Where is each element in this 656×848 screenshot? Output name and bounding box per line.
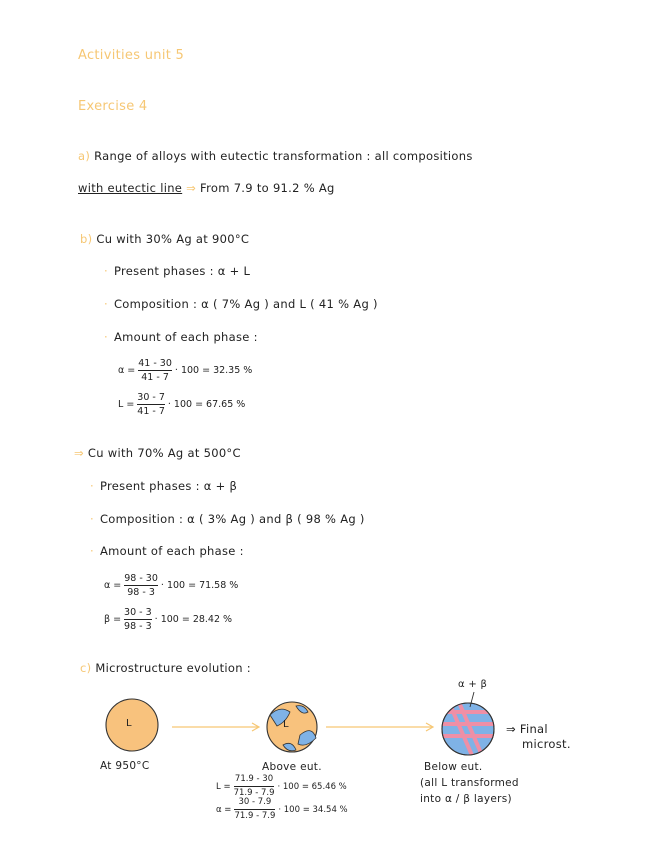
- part-d-heading: Microstructure evolution :: [95, 661, 251, 675]
- liquid-circle: [106, 699, 158, 751]
- part-b-eq-liquid: L = $\frac{30 - 7}{41 - 7}$ · 100 = 67.65 %: [118, 392, 246, 417]
- final-label: ⇒ Final: [506, 722, 548, 736]
- caption-3c: into α / β layers): [420, 793, 512, 805]
- part-c-amount: · Amount of each phase :: [90, 544, 244, 558]
- part-c-eq-alpha: α = $\frac{98 - 30}{98 - 3}$ · 100 = 71.58 %: [104, 573, 239, 598]
- part-a-range: From 7.9 to 91.2 % Ag: [200, 181, 335, 195]
- part-b-phases: · Present phases : α + L: [104, 264, 251, 278]
- part-b-eq-alpha: α = $\frac{41 - 30}{41 - 7}$ · 100 = 32.35 %: [118, 358, 253, 383]
- caption-2: Above eut.: [262, 761, 322, 773]
- part-c-eq-beta: β = $\frac{30 - 3}{98 - 3}$ · 100 = 28.42 %: [104, 607, 233, 632]
- circle2-label: L: [283, 719, 289, 730]
- part-c-composition: · Composition : α ( 3% Ag ) and β ( 98 % Ag ): [90, 512, 365, 526]
- part-a-marker: a): [78, 149, 91, 163]
- part-c-heading: Cu with 70% Ag at 500°C: [87, 446, 241, 460]
- part-b-amount: · Amount of each phase :: [104, 330, 258, 344]
- part-d-eq-liquid: L = $\frac{71.9 - 30}{71.9 - 7.9}$ · 100 = 65.46 %: [216, 774, 347, 798]
- final-label-2: microst.: [522, 737, 571, 751]
- circle1-label: L: [126, 718, 132, 729]
- part-c-phases: · Present phases : α + β: [90, 479, 238, 493]
- part-a-text: Range of alloys with eutectic transformation : all compositions: [94, 149, 473, 163]
- caption-1: At 950°C: [100, 760, 150, 772]
- part-b-heading: Cu with 30% Ag at 900°C: [96, 232, 250, 246]
- part-c-marker: ⇒: [74, 446, 84, 460]
- part-b-marker: b): [80, 232, 93, 246]
- part-d-marker: c): [80, 661, 92, 675]
- part-a-line2-text: with eutectic line: [78, 181, 183, 195]
- caption-3: Below eut.: [424, 761, 483, 773]
- caption-3b: (all L transformed: [420, 777, 519, 789]
- page-title: Activities unit 5: [78, 48, 185, 63]
- part-b-composition: · Composition : α ( 7% Ag ) and L ( 41 % Ag ): [104, 297, 378, 311]
- arrow-icon: ⇒: [186, 181, 197, 195]
- alpha-beta-label: α + β: [458, 679, 488, 690]
- part-d-eq-alpha: α = $\frac{30 - 7.9}{71.9 - 7.9}$ · 100 = 34.54 %: [216, 797, 348, 821]
- exercise-heading: Exercise 4: [78, 99, 148, 114]
